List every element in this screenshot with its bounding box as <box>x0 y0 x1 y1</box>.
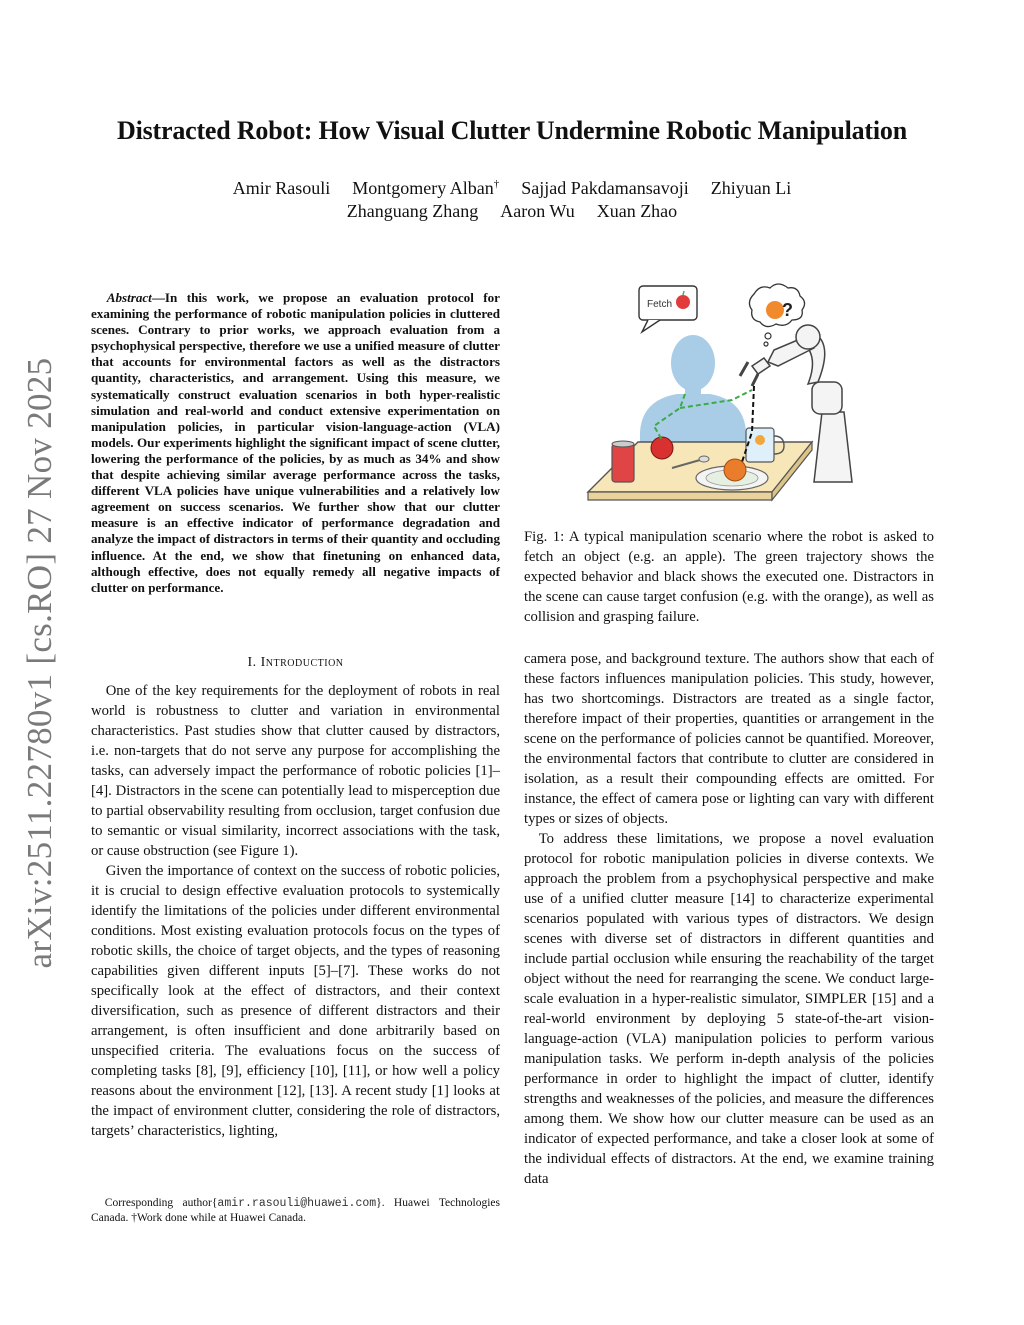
author: Aaron Wu <box>500 201 575 221</box>
section-heading: I. Introduction <box>247 655 344 670</box>
question-mark-icon: ? <box>782 300 793 320</box>
intro-left-column <box>91 681 500 1141</box>
author: Zhiyuan Li <box>710 178 792 198</box>
paragraph: To address these limitations, we propose a novel evaluation protocol for robotic manipulation policies in diverse contexts. We approach the problem from a psychophysical perspective and make use of a unified clutter measure [14] to characterize experimental scenarios populated with various types of distractors. We design scenes with diverse set of distractors in different quantities and include partial occlusion while ensuring the reachability of the target object without the need for rearranging the scene. We conduct large-scale evaluation in a hyper-realistic simulator, SIMPLER [15] and a real-world environment by deploying 5 state-of-the-art vision-language-action (VLA) manipulation policies to perform various manipulation tasks. We perform in-depth analysis of the policies performance in order to highlight the impact of clutter, identify strengths and weaknesses of the policies, and measure the differences among them. We show how our clutter measure can be used as an indicator of expected performance, and take a closer look at some of the individual effects of distractors. At the end, we examine training data <box>524 831 934 1187</box>
footnote: Corresponding author{amir.rasouli@huawei.com}. Huawei Technologies Canada. †Work done while at Huawei Canada. <box>91 1197 500 1224</box>
authors-line-2 <box>100 201 924 222</box>
figure-caption: Fig. 1: A typical manipulation scenario where the robot is asked to fetch an object (e.g. an apple). The green trajectory shows the expected behavior and black shows the executed one. Distractors in the scene can cause target confusion (e.g. with the orange), as well as collision and grasping failure. <box>524 529 934 625</box>
paragraph: camera pose, and background texture. The authors show that each of these factors influences manipulation policies. This study, however, has two shortcomings. Distractors are treated as a single factor, therefore impact of their properties, quantities or arrangement in the scene on the performance of policies cannot be quantified. Moreover, the environmental factors that contribute to clutter are considered in isolation, as a result their compounding effects are omitted. For instance, the effect of camera pose or lighting can vary with different types or sizes of objects. <box>524 651 934 827</box>
author: Amir Rasouli <box>232 178 331 198</box>
author-email[interactable]: amir.rasouli@huawei.com <box>217 1197 377 1210</box>
author: Montgomery Alban† <box>352 178 500 198</box>
speech-label: Fetch <box>647 299 673 310</box>
author: Sajjad Pakdamansavoji <box>521 178 689 198</box>
abstract-label: Abstract <box>106 290 152 305</box>
authors-line-1 <box>100 178 924 199</box>
paper-title: Distracted Robot: How Visual Clutter Undermine Robotic Manipulation <box>117 116 907 145</box>
arxiv-watermark: arXiv:2511.22780v1 [cs.RO] 27 Nov 2025 <box>20 357 59 969</box>
abstract: Abstract—In this work, we propose an evaluation protocol for examining the performance of robotic manipulation policies in cluttered scenes. Contrary to prior works, we approach evaluation from a psychophysical perspective, therefore we use a unified measure of clutter that accounts for environmental factors as well as the distractors quantity, characteristics, and arrangement. Using this measure, we systematically construct evaluation scenarios in both hyper-realistic simulation and real-world and conduct extensive experimentation on manipulation policies, in particular vision-language-action (VLA) models. Our experiments highlight the significant impact of scene clutter, lowering the performance of the policies, by as much as 34% and show that despite achieving similar average performance across the tasks, different VLA policies have unique vulnerabilities and a relatively low agreement on success scenarios. We further show that our clutter measure is an effective indicator of performance degradation and analyze the impact of distractors in terms of their quantity and occluding influence. At the end, we show that finetuning on enhanced data, although effective, does not equally remedy all negative impacts of clutter on performance. <box>91 290 500 595</box>
paragraph: One of the key requirements for the deployment of robots in real world is robustness to clutter and variation in environmental characteristics. Past studies show that clutter caused by distractors, i.e. non-targets that do not serve any purpose for accomplishing the tasks, can adversely impact the performance of robotic policies [1]–[4]. Distractors in the scene can potentially lead to misperception due to partial observability resulting from occlusion, target confusion due to semantic or visual similarity, incorrect associations with the task, or cause obstruction (see Figure 1). <box>91 683 500 859</box>
figure-1-illustration <box>582 282 868 506</box>
soda-can <box>612 441 634 482</box>
apple-icon <box>676 295 690 309</box>
abstract-text: In this work, we propose an evaluation protocol for examining the performance of robotic manipulation policies in cluttered scenes. Contrary to prior works, we approach evaluation from a psychophysical perspective, therefore we use a unified measure of clutter that accounts for environmental factors as well as the distractors quantity, characteristics, and arrangement. Using this measure, we systematically construct evaluation scenarios in both hyper-realistic simulation and real-world and conduct extensive experimentation on manipulation policies, in particular vision-language-action (VLA) models. Our experiments highlight the significant impact of scene clutter, lowering the performance of the policies, by as much as 34% and show that despite achieving similar average performance across the tasks, different VLA policies have unique vulnerabilities and a relatively low agreement on success scenarios. We further show that our clutter measure is an effective indicator of performance degradation and analyze the impact of distractors in terms of their quantity and occluding influence. At the end, we show that finetuning on enhanced data, although effective, does not equally remedy all negative impacts of clutter on performance. <box>91 290 500 595</box>
intro-right-column <box>524 649 934 1189</box>
author: Zhanguang Zhang <box>346 201 479 221</box>
paragraph: Given the importance of context on the success of robotic policies, it is crucial to design effective evaluation protocols to systemically identify the limitations of the policies under different environmental conditions. Most existing evaluation protocols focus on the types of robotic skills, the choice of target objects, and the types of reasoning capabilities given different inputs [5]–[7]. These works do not specifically look at the effect of distractors, and their context diversification, such as presence of different distractors and their arrangement, is often insufficient and done arbitrarily based on unspecified criteria. The evaluations focus on the success of completing tasks [8], [9], efficiency [10], [11], or how well a policy reasons about the environment [12], [13]. A recent study [1] looks at the impact of environment clutter, considering the role of distractors, targets’ characteristics, lighting, <box>91 863 500 1139</box>
author: Xuan Zhao <box>596 201 678 221</box>
speech-bubble <box>639 286 697 332</box>
apple-target <box>651 437 673 459</box>
